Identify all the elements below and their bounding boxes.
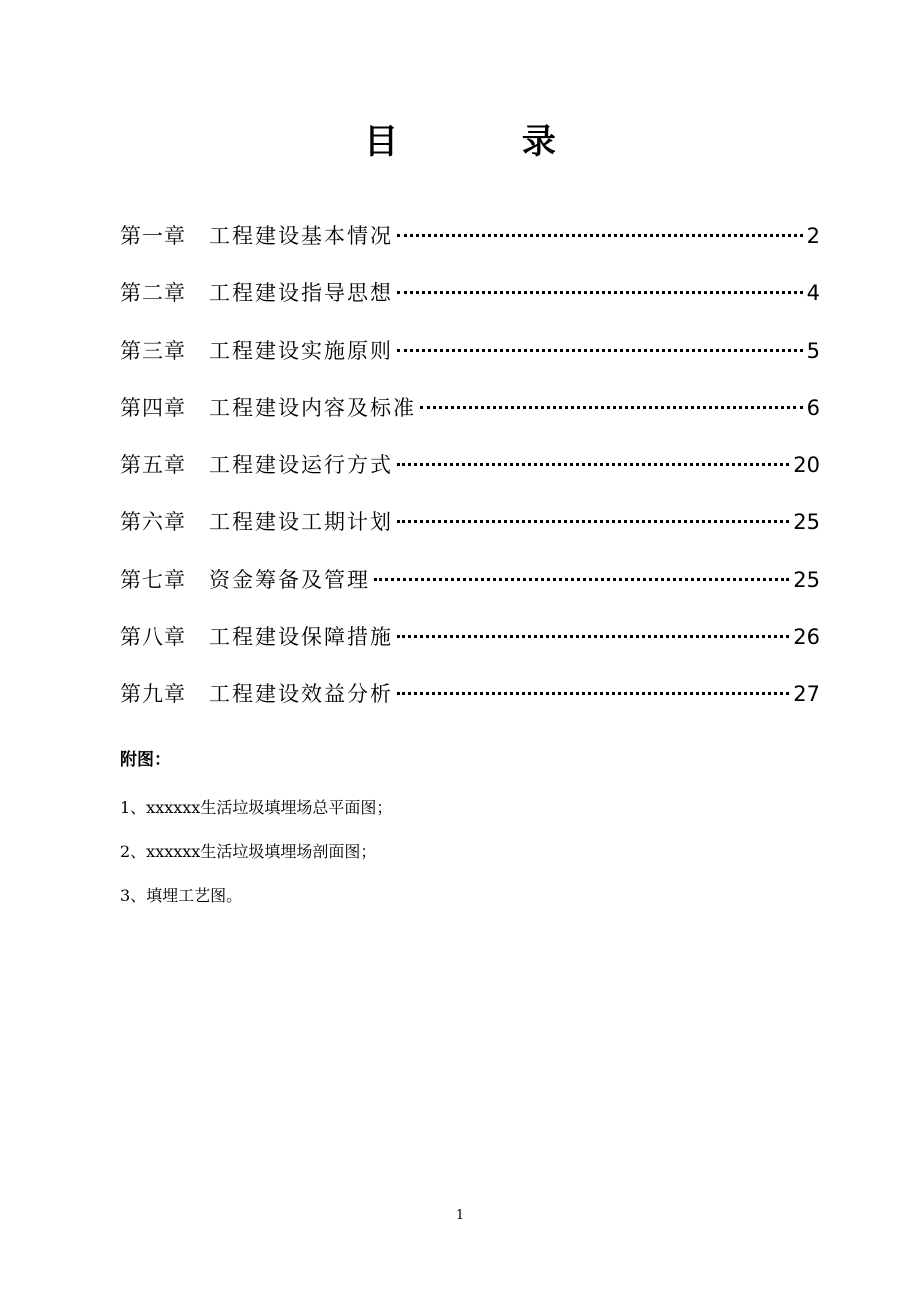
appendix-list [120, 794, 720, 926]
toc-page-number: 5 [806, 338, 820, 363]
toc-dot-leader [397, 349, 803, 352]
toc-page-number: 6 [806, 395, 820, 420]
toc-page-number: 4 [806, 281, 820, 306]
toc-chapter-title: 工程建设运行方式 [209, 453, 393, 478]
toc-chapter-number: 第四章 [120, 395, 186, 420]
toc-dot-leader [420, 406, 803, 409]
toc-chapter-title: 工程建设指导思想 [209, 281, 393, 306]
toc-chapter-number: 第五章 [120, 453, 186, 478]
toc-dot-leader [397, 463, 789, 466]
toc-chapter-number: 第九章 [120, 682, 186, 707]
toc-page-number: 25 [793, 567, 820, 592]
toc-chapter-number: 第三章 [120, 338, 186, 363]
toc-chapter-number: 第二章 [120, 281, 186, 306]
toc-dot-leader [397, 520, 789, 523]
appendix-heading: 附图： [120, 750, 171, 770]
appendix-item: 2、xxxxxx生活垃圾填埋场剖面图； [120, 842, 377, 861]
toc-chapter-title: 工程建设基本情况 [209, 224, 393, 248]
toc-chapter-number: 第七章 [120, 567, 186, 592]
toc-entry[interactable] [120, 388, 820, 445]
toc-entry[interactable] [120, 502, 820, 559]
toc-entry[interactable] [120, 216, 820, 273]
appendix-item: 3、填埋工艺图。 [120, 886, 243, 905]
toc-chapter-title: 工程建设效益分析 [209, 682, 393, 707]
toc-page-number: 20 [793, 453, 820, 478]
toc-chapter-number: 第八章 [120, 625, 186, 650]
toc-dot-leader [397, 692, 789, 695]
toc-dot-leader [397, 635, 789, 638]
toc-page-number: 25 [793, 510, 820, 535]
toc-chapter-title: 资金筹备及管理 [209, 567, 370, 592]
page-number: 1 [455, 1208, 465, 1223]
toc-chapter-title: 工程建设内容及标准 [209, 395, 416, 420]
toc-entry[interactable] [120, 560, 820, 617]
toc-chapter-number: 第一章 [120, 224, 186, 248]
toc-page-number: 26 [793, 625, 820, 650]
toc-entry[interactable] [120, 674, 820, 731]
toc-chapter-title: 工程建设工期计划 [209, 510, 393, 535]
toc-entry[interactable] [120, 331, 820, 388]
toc-dot-leader [374, 578, 789, 581]
toc-entry[interactable] [120, 617, 820, 674]
toc-page-number: 2 [806, 224, 820, 248]
appendix-item: 1、xxxxxx生活垃圾填埋场总平面图； [120, 798, 393, 817]
toc-chapter-title: 工程建设实施原则 [209, 338, 393, 363]
table-of-contents [120, 216, 820, 732]
toc-chapter-number: 第六章 [120, 510, 186, 535]
toc-dot-leader [397, 234, 803, 237]
toc-page-number: 27 [793, 682, 820, 707]
toc-entry[interactable] [120, 445, 820, 502]
page-title: 目 录 [364, 122, 612, 162]
toc-entry[interactable] [120, 273, 820, 330]
toc-dot-leader [397, 291, 803, 294]
toc-chapter-title: 工程建设保障措施 [209, 625, 393, 650]
